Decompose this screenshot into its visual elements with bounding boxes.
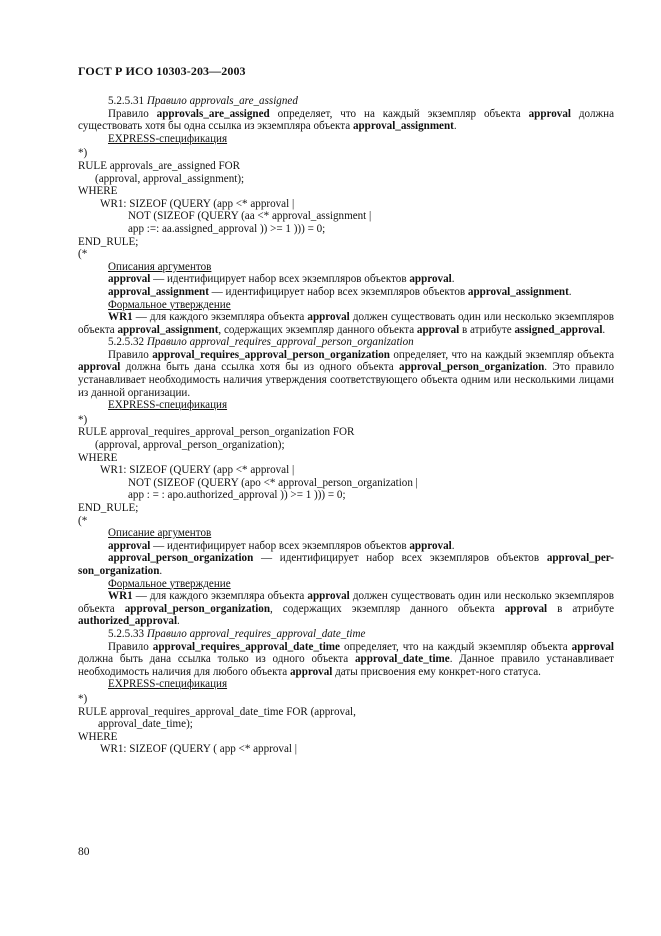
document-header: ГОСТ Р ИСО 10303-203—2003 (78, 64, 246, 78)
express-label-32: EXPRESS-спецификация (108, 399, 228, 412)
formal-label-31: Формальное утверждение (108, 298, 231, 311)
paragraph-32: Правило approval_requires_approval_person_organization определяет, что на каждый экземпляр объекта approval должна быть дана ссылка хотя бы из одного объекта approval_person_organization. Это правило устанавливает необходимость наличия утверждения соответствующего объекта одним или несколькими лицами из данной организации. (78, 348, 614, 399)
formal-label-32: Формальное утверждение (108, 577, 231, 590)
section-heading-32: 5.2.5.32 Правило approval_requires_approval_person_organization (108, 336, 414, 349)
arg-31-1: approval — идентифицирует набор всех экземпляров объектов approval. (108, 273, 455, 286)
formal-statement-31: WR1 — для каждого экземпляра объекта approval должен существовать один или несколько экземпляров объекта approval_assignment, содержащих экземпляр данного объекта approval в атрибуте assigned_approval. (78, 311, 614, 336)
formal-statement-32: WR1 — для каждого экземпляра объекта approval должен существовать один или несколько экземпляров объекта approval_person_organization, содержащих экземпляр данного объекта approval в атрибуте authorized_approval. (78, 590, 615, 628)
args-label-32: Описание аргументов (108, 527, 212, 540)
paragraph-31: Правило approvals_are_assigned определяет, что на каждый экземпляр объекта approval должна существовать хотя бы одна ссылка из экземпляра объекта approval_assignment. (78, 107, 615, 133)
paragraph-33: Правило approval_requires_approval_date_time определяет, что на каждый экземпляр объекта approval должна быть дана ссылка только из одного объекта approval_date_time. Данное правило устанавливает необходимость наличия для любого объекта approval даты присвоения ему конкрет-ного статуса. (78, 640, 614, 678)
args-label-31: Описания аргументов (108, 260, 212, 273)
express-label-31: EXPRESS-спецификация (108, 132, 228, 145)
arg-31-2: approval_assignment — идентифицирует набор всех экземпляров объектов approval_assignment. (108, 285, 572, 298)
express-label-33: EXPRESS-спецификация (108, 678, 228, 691)
document-body (78, 93, 614, 756)
section-heading-33: 5.2.5.33 Правило approval_requires_approval_date_time (108, 627, 366, 640)
page-number: 80 (78, 846, 90, 858)
express-code-31: *) RULE approvals_are_assigned FOR (approval, approval_assignment); WHERE WR1: SIZEOF (QUERY (app <* approval | NOT (SIZEOF (QUERY (aa <* approval_assignment | app :=: aa.assigned_approval )) >= 1 ))) = 0; END_RULE; (* (78, 147, 372, 261)
express-code-32: *) RULE approval_requires_approval_person_organization FOR (approval, approval_person_organization); WHERE WR1: SIZEOF (QUERY (app <* approval | NOT (SIZEOF (QUERY (apo <* approval_person_organization | app : = : apo.authorized_approval )) >= 1 ))) = 0; END_RULE; (* (78, 413, 418, 527)
arg-32-2: approval_person_organization — идентифицирует набор всех экземпляров объектов approval_per-son_organization. (78, 552, 614, 577)
section-heading-31: 5.2.5.31 Правило approvals_are_assigned (108, 95, 298, 107)
express-code-33: *) RULE approval_requires_approval_date_time FOR (approval, approval_date_time); WHERE WR1: SIZEOF (QUERY ( app <* approval | (78, 692, 356, 756)
arg-32-1: approval — идентифицирует набор всех экземпляров объектов approval. (108, 539, 455, 552)
